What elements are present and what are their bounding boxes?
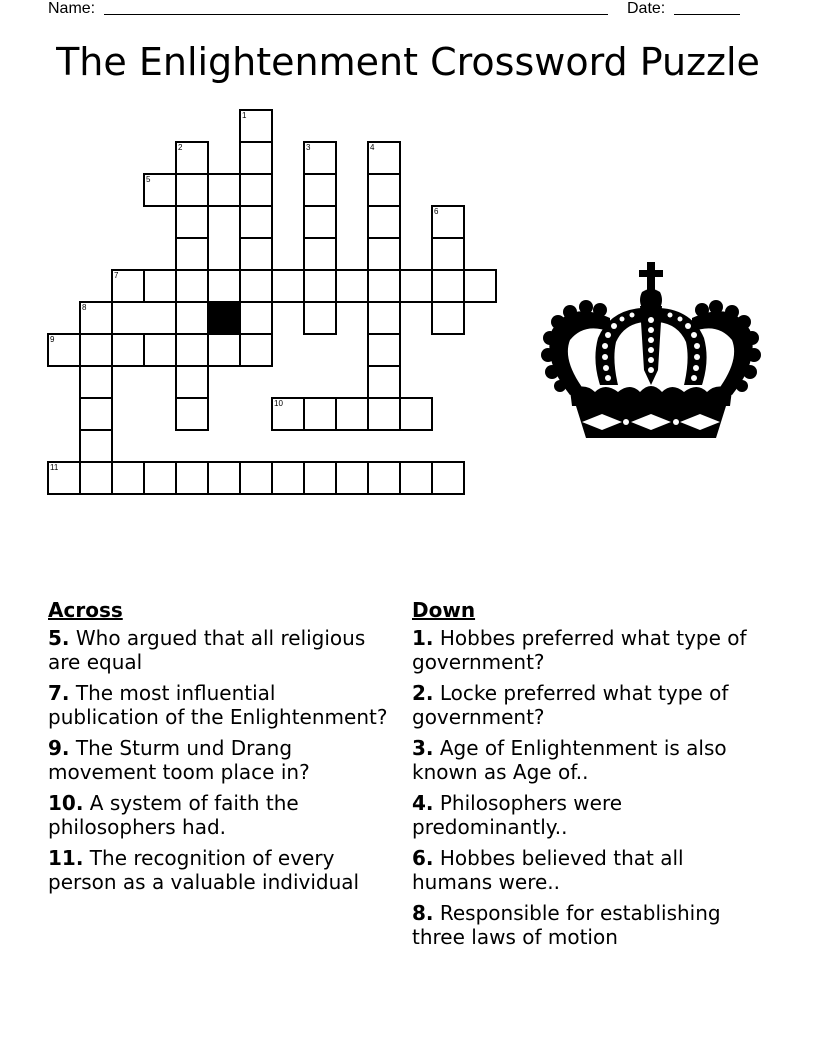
clue-number: 4 [370, 143, 375, 152]
clue-across-10: 10. A system of faith the philosophers had. [48, 791, 299, 839]
grid-cell[interactable] [367, 269, 401, 303]
down-heading: Down [412, 598, 476, 622]
clue-across-7: 7. The most influential publication of the Enlightenment? [48, 681, 388, 729]
crown-icon [540, 260, 762, 440]
grid-cell[interactable] [431, 205, 465, 239]
down-clues [412, 598, 752, 956]
grid-cell[interactable] [367, 141, 401, 175]
grid-cell[interactable] [175, 141, 209, 175]
grid-cell[interactable] [207, 269, 241, 303]
clue-down-1: 1. Hobbes preferred what type of government? [412, 626, 747, 674]
grid-cell[interactable] [303, 205, 337, 239]
grid-cell[interactable] [463, 269, 497, 303]
grid-cell[interactable] [239, 269, 273, 303]
clue-number: 9 [50, 335, 55, 344]
grid-cell[interactable] [399, 397, 433, 431]
grid-cell[interactable] [239, 461, 273, 495]
grid-cell[interactable] [207, 461, 241, 495]
grid-cell[interactable] [335, 397, 369, 431]
grid-cell[interactable] [79, 429, 113, 463]
grid-cell[interactable] [367, 173, 401, 207]
grid-cell[interactable] [303, 237, 337, 271]
clue-across-9: 9. The Sturm und Drang movement toom place in? [48, 736, 310, 784]
clue-number: 8 [82, 303, 87, 312]
grid-cell[interactable] [175, 269, 209, 303]
grid-cell[interactable] [399, 461, 433, 495]
page-title: The Enlightenment Crossword Puzzle [56, 40, 760, 84]
grid-cell[interactable] [79, 365, 113, 399]
grid-cell[interactable] [79, 301, 113, 335]
across-clues [48, 598, 388, 901]
clue-down-4: 4. Philosophers were predominantly.. [412, 791, 623, 839]
grid-cell[interactable] [367, 301, 401, 335]
grid-cell[interactable] [239, 173, 273, 207]
grid-cell[interactable] [367, 397, 401, 431]
grid-cell[interactable] [303, 269, 337, 303]
grid-cell[interactable] [175, 365, 209, 399]
grid-cell[interactable] [79, 397, 113, 431]
grid-cell[interactable] [367, 461, 401, 495]
clue-number: 6 [434, 207, 439, 216]
grid-cell[interactable] [111, 269, 145, 303]
clue-number: 1 [242, 111, 247, 120]
grid-cell[interactable] [111, 333, 145, 367]
grid-cell[interactable] [399, 269, 433, 303]
grid-cell[interactable] [303, 301, 337, 335]
grid-cell[interactable] [239, 141, 273, 175]
clue-number: 2 [178, 143, 183, 152]
grid-cell[interactable] [271, 269, 305, 303]
grid-cell[interactable] [271, 397, 305, 431]
grid-cell[interactable] [143, 173, 177, 207]
clue-number: 11 [50, 463, 59, 472]
grid-cell[interactable] [143, 461, 177, 495]
grid-cell[interactable] [143, 333, 177, 367]
grid-cell[interactable] [175, 397, 209, 431]
date-label: Date: [627, 0, 666, 17]
grid-cell[interactable] [111, 461, 145, 495]
grid-cell[interactable] [303, 173, 337, 207]
grid-cell[interactable] [175, 301, 209, 335]
clue-number: 5 [146, 175, 151, 184]
grid-cell[interactable] [79, 333, 113, 367]
grid-cell[interactable] [239, 109, 273, 143]
grid-cell[interactable] [175, 333, 209, 367]
grid-cell[interactable] [303, 141, 337, 175]
grid-cell[interactable] [303, 397, 337, 431]
grid-cell[interactable] [367, 205, 401, 239]
name-label: Name: [48, 0, 96, 17]
clue-across-5: 5. Who argued that all religious are equal [48, 626, 366, 674]
grid-cell[interactable] [207, 333, 241, 367]
grid-cell[interactable] [239, 205, 273, 239]
grid-cell[interactable] [175, 461, 209, 495]
grid-cell[interactable] [303, 461, 337, 495]
across-heading: Across [48, 598, 123, 622]
clue-number: 7 [114, 271, 119, 280]
clue-across-11: 11. The recognition of every person as a valuable individual [48, 846, 360, 894]
clue-down-3: 3. Age of Enlightenment is also known as Age of.. [412, 736, 727, 784]
black-cell [207, 301, 241, 335]
grid-cell[interactable] [239, 237, 273, 271]
grid-cell[interactable] [271, 461, 305, 495]
clue-number: 10 [274, 399, 283, 408]
grid-cell[interactable] [367, 365, 401, 399]
grid-cell[interactable] [175, 205, 209, 239]
grid-cell[interactable] [335, 269, 369, 303]
grid-cell[interactable] [431, 269, 465, 303]
grid-cell[interactable] [239, 333, 273, 367]
grid-cell[interactable] [143, 269, 177, 303]
clue-down-8: 8. Responsible for establishing three laws of motion [412, 901, 721, 949]
grid-cell[interactable] [367, 333, 401, 367]
grid-cell[interactable] [175, 173, 209, 207]
grid-cell[interactable] [207, 173, 241, 207]
grid-cell[interactable] [175, 237, 209, 271]
clue-down-6: 6. Hobbes believed that all humans were.. [412, 846, 684, 894]
grid-cell[interactable] [367, 237, 401, 271]
grid-cell[interactable] [47, 333, 81, 367]
grid-cell[interactable] [431, 461, 465, 495]
grid-cell[interactable] [431, 237, 465, 271]
clue-down-2: 2. Locke preferred what type of government? [412, 681, 729, 729]
clue-number: 3 [306, 143, 311, 152]
grid-cell[interactable] [335, 461, 369, 495]
grid-cell[interactable] [239, 301, 273, 335]
grid-cell[interactable] [47, 461, 81, 495]
grid-cell[interactable] [431, 301, 465, 335]
grid-cell[interactable] [79, 461, 113, 495]
